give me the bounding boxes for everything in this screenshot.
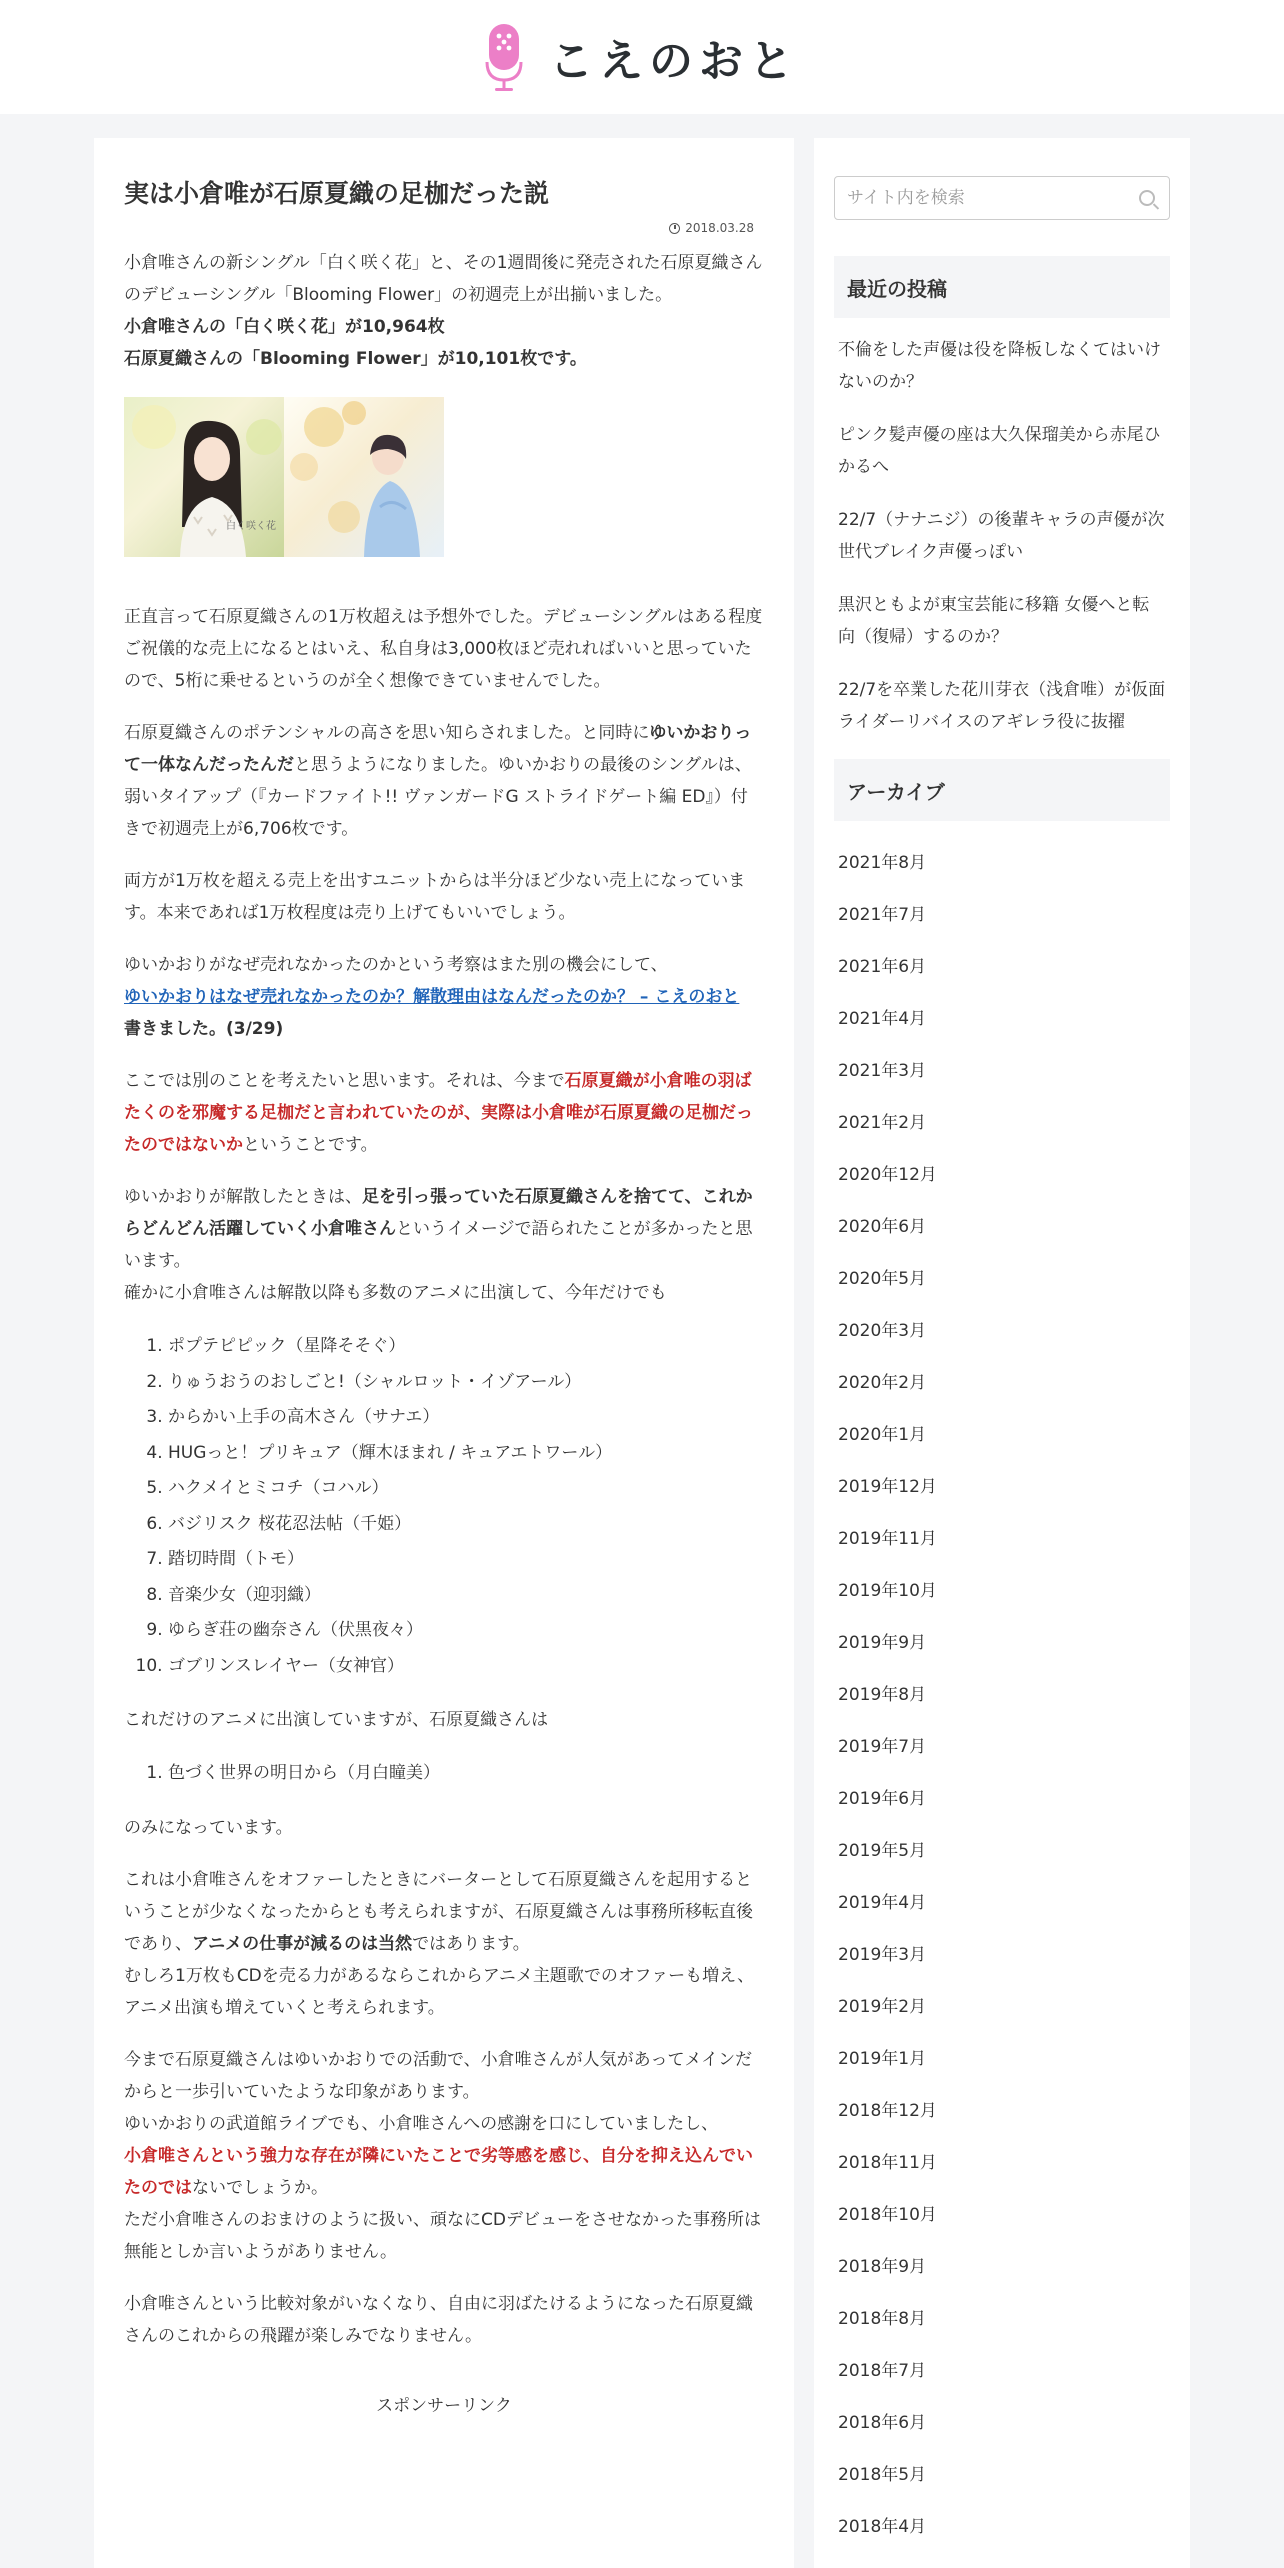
archive-item [838,2085,1166,2137]
list-item: 10. ゴブリンスレイヤー（女神官） [168,1649,764,1685]
recent-post-item [838,419,1166,483]
archive-link[interactable]: 2021年8月 [838,853,927,873]
archive-link[interactable]: 2019年7月 [838,1737,927,1757]
cd-jacket-images [124,397,764,557]
archive-item [838,1461,1166,1513]
list-item: 1. 色づく世界の明日から（月白瞳美） [168,1756,764,1792]
archive-item [838,1929,1166,1981]
paragraph [124,343,764,375]
archive-link[interactable]: 2021年2月 [838,1113,927,1133]
archive-item [838,1565,1166,1617]
archive-link[interactable]: 2018年10月 [838,2205,937,2225]
clock-icon [669,223,680,234]
archive-item [838,1773,1166,1825]
paragraph: 小倉唯さんという強力な存在が隣にいたことで劣等感を感じ、自分を抑え込んでいたのではないでしょうか。 [124,2145,753,2198]
archive-link[interactable]: 2018年11月 [838,2153,937,2173]
list-item: 7. 踏切時間（トモ） [168,1542,764,1578]
list-item: 9. ゆらぎ荘の幽奈さん（伏黒夜々） [168,1613,764,1649]
archive-link[interactable]: 2020年2月 [838,1373,927,1393]
archive-title: アーカイブ [834,759,1170,821]
paragraph: ただ小倉唯さんのおまけのように扱い、頑なにCDデビューをさせなかった事務所は無能としか言いようがありません。 [124,2209,761,2262]
archive-item [838,1045,1166,1097]
archive-link[interactable]: 2019年4月 [838,1893,927,1913]
red-highlight: 石原夏織が小倉唯の羽ばたくのを邪魔する足枷だと言われていたのが、実際は小倉唯が石原夏織の足枷だったのではないか [124,1071,753,1155]
recent-post-link[interactable]: 22/7（ナナニジ）の後輩キャラの声優が次世代ブレイク声優っぽい [838,510,1165,562]
recent-post-link[interactable]: ピンク髪声優の座は大久保瑠美から赤尾ひかるへ [838,425,1161,477]
list-item: 3. からかい上手の高木さん（サナエ） [168,1400,764,1436]
paragraph: のみになっています。 [124,1817,293,1838]
bold-text: 書きました。(3/29) [124,1019,284,1039]
archive-link[interactable]: 2019年11月 [838,1529,937,1549]
archive-item [838,889,1166,941]
microphone-icon [485,22,523,92]
archive-item [838,1305,1166,1357]
archive-list [834,837,1170,2553]
recent-post-link[interactable]: 22/7を卒業した花川芽衣（浅倉唯）が仮面ライダーリバイスのアギレラ役に抜擢 [838,680,1166,732]
blooming-flower-jacket[interactable] [284,397,444,557]
paragraph [124,311,764,343]
sidebar [814,138,1190,2568]
recent-post-item [838,504,1166,568]
paragraph: 石原夏織さんのポテンシャルの高さを思い知らされました。と同時にゆいかおりって一体なんだったんだと思うようになりました。ゆいかおりの最後のシングルは、弱いタイアップ（『カードファイト!! ヴァンガードG ストライドゲート編 ED』）付きで初週売上が6,706枚です。 [124,723,752,839]
archive-item [838,1149,1166,1201]
site-header [0,0,1284,114]
bold-text: 石原夏織さんの「Blooming Flower」が10,101枚です。 [124,349,587,369]
archive-item [838,2137,1166,2189]
related-article-link[interactable]: ゆいかおりはなぜ売れなかったのか？解散理由はなんだったのか？ – こえのおと [124,987,740,1007]
list-item: 2. りゅうおうのおしごと!（シャルロット・イゾアール） [168,1365,764,1401]
paragraph: むしろ1万枚もCDを売る力があるならこれからアニメ主題歌でのオファーも増え、アニメ出演も増えていくと考えられます。 [124,1965,755,2018]
recent-post-link[interactable]: 黒沢ともよが東宝芸能に移籍 女優へと転向（復帰）するのか？ [838,595,1150,647]
list-item: 1. ポプテピピック（星降そそぐ） [168,1329,764,1365]
archive-item [838,1097,1166,1149]
main-content [94,138,794,2568]
archive-link[interactable]: 2019年8月 [838,1685,927,1705]
list-item: 8. 音楽少女（迎羽織） [168,1578,764,1614]
archive-link[interactable]: 2021年4月 [838,1009,927,1029]
archive-link[interactable]: 2018年8月 [838,2309,927,2329]
archive-item [838,2449,1166,2501]
archive-link[interactable]: 2021年6月 [838,957,927,977]
post-date [124,221,754,235]
paragraph: 小倉唯さんという比較対象がいなくなり、自由に羽ばたけるようになった石原夏織さんのこれからの飛躍が楽しみでなりません。 [124,2293,753,2346]
paragraph: これだけのアニメに出演していますが、石原夏織さんは [124,1710,549,1730]
list-item: 6. バジリスク 桜花忍法帖（千姫） [168,1507,764,1543]
archive-item [838,2241,1166,2293]
post-date-text: 2018.03.28 [685,221,754,235]
shiroku-saku-hana-jacket[interactable] [124,397,284,557]
bold-text: ゆいかおりって一体なんだったんだ [124,723,752,775]
archive-link[interactable]: 2020年5月 [838,1269,927,1289]
paragraph: ゆいかおりが解散したときは、足を引っ張っていた石原夏織さんを捨てて、これからどんどん活躍していく小倉唯さんというイメージで語られたことが多かったと思います。 [124,1187,753,1271]
archive-item [838,1617,1166,1669]
archive-item [838,2033,1166,2085]
archive-link[interactable]: 2019年5月 [838,1841,927,1861]
paragraph: これは小倉唯さんをオファーしたときにバーターとして石原夏織さんを起用するということが少なくなったからとも考えられますが、石原夏織さんは事務所移転直後であり、アニメの仕事が減るのは当然ではあります。 [124,1869,753,1954]
archive-link[interactable]: 2019年12月 [838,1477,937,1497]
paragraph: 両方が1万枚を超える売上を出すユニットからは半分ほど少ない売上になっています。本来であれば1万枚程度は売り上げてもいいでしょう。 [124,871,746,923]
archive-item [838,993,1166,1045]
archive-item [838,1877,1166,1929]
archive-link[interactable]: 2020年12月 [838,1165,937,1185]
anime-list-ishihara [124,1756,764,1792]
recent-post-link[interactable]: 不倫をした声優は役を降板しなくてはいけないのか？ [838,340,1161,392]
archive-link[interactable]: 2018年4月 [838,2517,927,2537]
archive-link[interactable]: 2020年1月 [838,1425,927,1445]
recent-post-item [838,674,1166,738]
recent-post-item [838,334,1166,398]
archive-link[interactable]: 2021年7月 [838,905,927,925]
article-body [124,247,764,2422]
archive-link[interactable]: 2021年3月 [838,1061,927,1081]
archive-link[interactable]: 2020年6月 [838,1217,927,1237]
archive-link[interactable]: 2018年5月 [838,2465,927,2485]
recent-posts-list [834,334,1170,738]
paragraph: 正直言って石原夏織さんの1万枚超えは予想外でした。デビューシングルはある程度ご祝儀的な売上になるとはいえ、私自身は3,000枚ほど売れればいいと思っていたので、5桁に乗せるというのが全く想像できていませんでした。 [124,607,763,691]
archive-item [838,1721,1166,1773]
bold-text: 小倉唯さんの「白く咲く花」が10,964枚 [124,317,445,337]
article [94,138,794,2422]
archive-item [838,1409,1166,1461]
archive-item [838,2189,1166,2241]
paragraph: ゆいかおりがなぜ売れなかったのかという考察はまた別の機会にして、 ゆいかおりはなぜ売れなかったのか？解散理由はなんだったのか？ – こえのおと 書きました。(3/29) [124,955,740,1039]
recent-posts-title: 最近の投稿 [834,256,1170,318]
jacket-illustration-b [284,397,444,557]
paragraph: ここでは別のことを考えたいと思います。それは、今まで石原夏織が小倉唯の羽ばたくのを邪魔する足枷だと言われていたのが、実際は小倉唯が石原夏織の足枷だったのではないかということです。 [124,1071,753,1155]
archive-item [838,941,1166,993]
archive-item [838,2293,1166,2345]
paragraph: ゆいかおりの武道館ライブでも、小倉唯さんへの感謝を口にしていましたし、 [124,2113,719,2134]
search-input[interactable] [845,187,1139,209]
recent-post-item [838,589,1166,653]
anime-list-ogura [124,1329,764,1684]
article-title: 実は小倉唯が石原夏織の足枷だった説 [124,179,550,208]
red-highlight: 小倉唯さんという強力な存在が隣にいたことで劣等感を感じ、自分を抑え込んでいたのでは [124,2145,753,2198]
archive-item [838,1253,1166,1305]
sponsor-label: スポンサーリンク [376,2395,512,2416]
archive-link[interactable]: 2019年2月 [838,1997,927,2017]
bold-text: 足を引っ張っていた石原夏織さんを捨てて、これからどんどん活躍していく小倉唯さん [124,1187,753,1239]
archive-item [838,837,1166,889]
bold-text: アニメの仕事が減るのは当然 [192,1933,413,1954]
archive-link[interactable]: 2020年3月 [838,1321,927,1341]
list-item: 4. HUGっと！プリキュア（輝木ほまれ / キュアエトワール） [168,1436,764,1472]
archive-item [838,2397,1166,2449]
site-logo[interactable] [485,22,799,92]
jacket-caption: 白く咲く花 [226,521,276,532]
archive-item [838,1201,1166,1253]
archive-item [838,1669,1166,1721]
paragraph: 確かに小倉唯さんは解散以降も多数のアニメに出演して、今年だけでも [124,1283,667,1303]
search-icon[interactable] [1139,190,1155,206]
archive-link[interactable]: 2018年6月 [838,2413,927,2433]
archive-link[interactable]: 2019年3月 [838,1945,927,1965]
search-box [834,176,1170,220]
archive-item [838,2501,1166,2553]
archive-item [838,1513,1166,1565]
archive-item [838,1981,1166,2033]
archive-link[interactable]: 2018年9月 [838,2257,927,2277]
archive-link[interactable]: 2019年6月 [838,1789,927,1809]
archive-link[interactable]: 2019年1月 [838,2049,927,2069]
archive-link[interactable]: 2018年7月 [838,2361,927,2381]
archive-item [838,1825,1166,1877]
archive-link[interactable]: 2018年12月 [838,2101,937,2121]
archive-link[interactable]: 2019年10月 [838,1581,937,1601]
paragraph: 今まで石原夏織さんはゆいかおりでの活動で、小倉唯さんが人気があってメインだからと一歩引いていたような印象があります。 [124,2049,753,2102]
list-item: 5. ハクメイとミコチ（コハル） [168,1471,764,1507]
logo-text: こえのおと [549,36,799,87]
paragraph: 小倉唯さんの新シングル「白く咲く花」と、その1週間後に発売された石原夏織さんのデビューシングル「Blooming Flower」の初週売上が出揃いました。 [124,253,763,305]
archive-link[interactable]: 2019年9月 [838,1633,927,1653]
archive-item [838,1357,1166,1409]
archive-item [838,2345,1166,2397]
